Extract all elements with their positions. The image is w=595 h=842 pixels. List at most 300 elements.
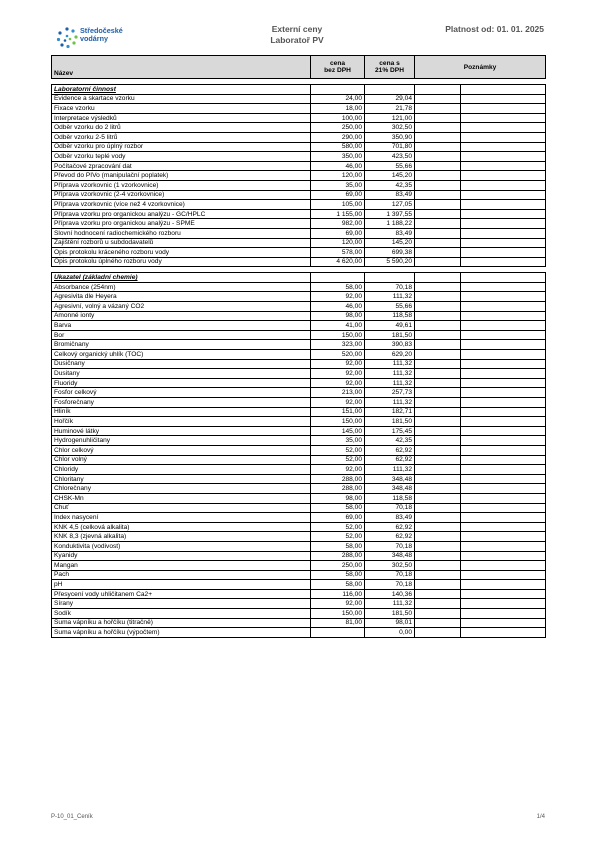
table-row [52,238,546,248]
item-price-vat: 49,61 [365,321,415,331]
item-notes [415,123,461,133]
item-price-vat: 70,18 [365,282,415,292]
item-price: 92,00 [311,359,365,369]
item-extra [461,152,546,162]
item-notes [415,171,461,181]
item-price-vat: 70,18 [365,570,415,580]
table-row [52,445,546,455]
item-name: Zajištění rozborů u subdodavatelů [52,238,311,248]
table-row [52,340,546,350]
item-notes [415,532,461,542]
item-price-vat: 181,50 [365,609,415,619]
item-price-vat: 121,00 [365,113,415,123]
item-notes [415,493,461,503]
item-price-vat: 145,20 [365,238,415,248]
item-price: 92,00 [311,398,365,408]
item-price-vat: 348,48 [365,474,415,484]
item-extra [461,282,546,292]
item-notes [415,248,461,258]
item-price-vat: 348,48 [365,551,415,561]
table-row [52,513,546,523]
item-notes [415,589,461,599]
table-row [52,551,546,561]
item-price: 250,00 [311,561,365,571]
item-price: 92,00 [311,369,365,379]
footer-page-number: 1/4 [536,814,545,820]
item-price: 35,00 [311,180,365,190]
page-title [232,24,362,46]
item-price: 69,00 [311,190,365,200]
validity-date: Platnost od: 01. 01. 2025 [445,24,544,34]
item-notes [415,238,461,248]
section-empty-cell [415,273,461,283]
table-row [52,292,546,302]
table-row [52,580,546,590]
item-price-vat: 111,32 [365,378,415,388]
item-extra [461,180,546,190]
item-price-vat: 348,48 [365,484,415,494]
item-price: 288,00 [311,484,365,494]
item-notes [415,484,461,494]
item-notes [415,340,461,350]
item-name: Bor [52,330,311,340]
item-notes [415,302,461,312]
item-name: Počítačové zpracování dat [52,161,311,171]
item-price-vat: 111,32 [365,398,415,408]
item-extra [461,388,546,398]
table-row [52,618,546,628]
item-price: 92,00 [311,465,365,475]
item-name: Sírany [52,599,311,609]
item-extra [461,513,546,523]
item-price: 290,00 [311,132,365,142]
item-price: 982,00 [311,219,365,229]
table-row [52,190,546,200]
item-price: 58,00 [311,541,365,551]
section-empty-cell [415,85,461,95]
item-name: Chlor celkový [52,445,311,455]
item-name: Konduktivita (vodivost) [52,541,311,551]
table-row [52,104,546,114]
logo-dots-icon [55,26,79,50]
table-header-row [52,56,546,79]
item-price-vat: 111,32 [365,599,415,609]
item-price: 92,00 [311,599,365,609]
item-notes [415,132,461,142]
item-price: 46,00 [311,302,365,312]
item-name: Odběr vzorku pro úplný rozbor [52,142,311,152]
section-lab-activity [52,79,546,267]
footer-document-code: P-10_01_Ceník [51,814,93,820]
item-notes [415,551,461,561]
item-extra [461,209,546,219]
item-price-vat: 98,01 [365,618,415,628]
item-price-vat: 111,32 [365,359,415,369]
item-extra [461,484,546,494]
item-price-vat: 42,35 [365,180,415,190]
item-price: 120,00 [311,238,365,248]
table-row [52,180,546,190]
item-price: 580,00 [311,142,365,152]
table-row [52,209,546,219]
item-extra [461,503,546,513]
item-price-vat: 302,50 [365,561,415,571]
table-row [52,378,546,388]
item-price: 46,00 [311,161,365,171]
item-name: Huminové látky [52,426,311,436]
item-extra [461,219,546,229]
table-row [52,561,546,571]
item-price-vat: 29,04 [365,94,415,104]
item-extra [461,570,546,580]
table-row [52,388,546,398]
price-table [51,55,546,638]
item-extra [461,248,546,258]
item-extra [461,426,546,436]
item-name: Dusitany [52,369,311,379]
item-price-vat: 140,36 [365,589,415,599]
item-name: Chuť [52,503,311,513]
item-notes [415,580,461,590]
item-notes [415,445,461,455]
item-extra [461,113,546,123]
item-price-vat: 350,90 [365,132,415,142]
item-price-vat: 145,20 [365,171,415,181]
table-row [52,94,546,104]
item-price-vat: 390,83 [365,340,415,350]
col-header-notes: Poznámky [415,56,546,79]
item-extra [461,407,546,417]
item-price-vat: 111,32 [365,292,415,302]
item-extra [461,532,546,542]
item-notes [415,522,461,532]
item-name: Odběr vzorku do 2 litrů [52,123,311,133]
item-extra [461,474,546,484]
item-extra [461,200,546,210]
table-row [52,465,546,475]
item-name: Barva [52,321,311,331]
logo-line-1: Středočeské [80,26,123,35]
item-name: pH [52,580,311,590]
table-row [52,282,546,292]
item-notes [415,599,461,609]
item-notes [415,161,461,171]
item-notes [415,407,461,417]
section-empty-cell [365,273,415,283]
item-notes [415,228,461,238]
table-row [52,228,546,238]
item-notes [415,541,461,551]
item-notes [415,378,461,388]
item-name: Kyanidy [52,551,311,561]
item-notes [415,474,461,484]
item-price-vat: 111,32 [365,369,415,379]
item-price: 98,00 [311,311,365,321]
item-price: 150,00 [311,609,365,619]
item-extra [461,228,546,238]
item-extra [461,292,546,302]
item-extra [461,561,546,571]
item-price: 52,00 [311,455,365,465]
item-notes [415,209,461,219]
item-name: Evidence a skartace vzorku [52,94,311,104]
item-name: Příprava vzorku pro organickou analýzu - SPME [52,219,311,229]
item-notes [415,94,461,104]
item-name: KNK 4,5 (celková alkalita) [52,522,311,532]
item-extra [461,238,546,248]
col-header-price-line-1: cena [329,60,346,67]
section-empty-cell [365,85,415,95]
item-price: 69,00 [311,228,365,238]
item-price-vat: 70,18 [365,541,415,551]
item-extra [461,445,546,455]
item-price-vat: 5 590,20 [365,257,415,267]
item-notes [415,190,461,200]
table-row [52,426,546,436]
table-row [52,503,546,513]
item-price: 18,00 [311,104,365,114]
table-row [52,257,546,267]
item-extra [461,551,546,561]
item-notes [415,561,461,571]
item-extra [461,161,546,171]
item-name: Chlor volný [52,455,311,465]
item-price: 288,00 [311,474,365,484]
item-name: Dusičnany [52,359,311,369]
item-price-vat: 62,92 [365,522,415,532]
item-extra [461,302,546,312]
item-extra [461,398,546,408]
item-price: 98,00 [311,493,365,503]
table-row [52,570,546,580]
item-price: 1 155,00 [311,209,365,219]
item-price-vat: 55,66 [365,161,415,171]
item-notes [415,503,461,513]
item-extra [461,350,546,360]
item-name: Chlorečnany [52,484,311,494]
item-name: Chloridy [52,465,311,475]
section-header-row [52,85,546,95]
item-name: Bromičnany [52,340,311,350]
table-row [52,123,546,133]
item-name: Suma vápníku a hořčíku (výpočtem) [52,628,311,638]
table-row [52,599,546,609]
item-extra [461,417,546,427]
table-row [52,589,546,599]
section-basic-chemistry [52,267,546,638]
item-notes [415,104,461,114]
item-extra [461,628,546,638]
item-price: 116,00 [311,589,365,599]
item-price: 52,00 [311,445,365,455]
col-header-name: Název [52,56,311,79]
item-price: 58,00 [311,503,365,513]
item-extra [461,522,546,532]
item-price: 52,00 [311,522,365,532]
table-row [52,350,546,360]
item-price: 288,00 [311,551,365,561]
item-price-vat: 111,32 [365,465,415,475]
item-price-vat: 1 397,55 [365,209,415,219]
item-notes [415,282,461,292]
item-name: Hliník [52,407,311,417]
table-row [52,541,546,551]
item-name: Převod do PIVo (manipulační poplatek) [52,171,311,181]
table-row [52,628,546,638]
table-row [52,161,546,171]
item-extra [461,378,546,388]
item-price-vat: 62,92 [365,532,415,542]
item-name: Pach [52,570,311,580]
item-name: Fluoridy [52,378,311,388]
item-price-vat: 423,50 [365,152,415,162]
item-notes [415,369,461,379]
item-notes [415,609,461,619]
item-price [311,628,365,638]
item-price: 58,00 [311,580,365,590]
table-row [52,474,546,484]
item-price: 24,00 [311,94,365,104]
item-name: Agresivní, volný a vázaný CO2 [52,302,311,312]
item-notes [415,219,461,229]
item-notes [415,321,461,331]
item-name: Agresivita dle Heyera [52,292,311,302]
item-price-vat: 62,92 [365,455,415,465]
col-header-vat [365,56,415,79]
col-header-vat-line-1: cena s [379,60,400,67]
item-price: 81,00 [311,618,365,628]
table-row [52,311,546,321]
section-title: Ukazatel (základní chemie) [52,273,311,283]
item-extra [461,321,546,331]
item-price-vat: 182,71 [365,407,415,417]
table-row [52,436,546,446]
item-price: 120,00 [311,171,365,181]
item-price: 350,00 [311,152,365,162]
table-row [52,321,546,331]
item-price-vat: 1 188,22 [365,219,415,229]
section-empty-cell [311,273,365,283]
item-notes [415,113,461,123]
item-extra [461,190,546,200]
item-notes [415,350,461,360]
item-name: Fosfor celkový [52,388,311,398]
item-price: 145,00 [311,426,365,436]
item-extra [461,455,546,465]
item-name: Sodík [52,609,311,619]
item-notes [415,200,461,210]
logo-wordmark [80,27,123,43]
table-row [52,248,546,258]
item-notes [415,513,461,523]
item-name: Slovní hodnocení radiochemického rozboru [52,228,311,238]
item-price: 150,00 [311,330,365,340]
table-row [52,330,546,340]
item-price: 520,00 [311,350,365,360]
logo-line-2: vodárny [80,34,108,43]
item-price: 578,00 [311,248,365,258]
item-extra [461,369,546,379]
item-name: Odběr vzorku teplé vody [52,152,311,162]
item-price: 41,00 [311,321,365,331]
item-name: Index nasycení [52,513,311,523]
item-name: Interpretace výsledků [52,113,311,123]
section-empty-cell [311,85,365,95]
item-price: 58,00 [311,282,365,292]
item-price: 92,00 [311,378,365,388]
item-notes [415,426,461,436]
item-price-vat: 62,92 [365,445,415,455]
item-name: Příprava vzorkovnic (1 vzorkovnice) [52,180,311,190]
item-price-vat: 21,78 [365,104,415,114]
item-price-vat: 83,49 [365,228,415,238]
item-name: Opis protokolu kráceného rozboru vody [52,248,311,258]
item-price-vat: 127,05 [365,200,415,210]
item-name: Hydrogenuhličitany [52,436,311,446]
item-notes [415,628,461,638]
section-empty-cell [461,273,546,283]
item-name: Absorbance (254nm) [52,282,311,292]
title-line-2: Laboratoř PV [270,35,324,45]
table-row [52,493,546,503]
item-notes [415,359,461,369]
item-extra [461,257,546,267]
table-row [52,455,546,465]
item-name: Hořčík [52,417,311,427]
item-price: 52,00 [311,532,365,542]
item-price-vat: 629,20 [365,350,415,360]
item-notes [415,465,461,475]
item-notes [415,417,461,427]
company-logo [55,26,155,52]
item-extra [461,599,546,609]
item-price-vat: 175,45 [365,426,415,436]
item-extra [461,340,546,350]
item-name: KNK 8,3 (zjevná alkalita) [52,532,311,542]
table-row [52,152,546,162]
item-name: Odběr vzorku 2-5 litrů [52,132,311,142]
item-price-vat: 181,50 [365,330,415,340]
item-name: Chloritany [52,474,311,484]
section-title: Laboratorní činnost [52,85,311,95]
item-extra [461,465,546,475]
item-price: 35,00 [311,436,365,446]
table-row [52,522,546,532]
item-name: Suma vápníku a hořčíku (titračně) [52,618,311,628]
table-row [52,484,546,494]
table-row [52,132,546,142]
col-header-price-line-2: bez DPH [324,67,351,74]
item-price-vat: 0,00 [365,628,415,638]
col-header-vat-line-2: 21% DPH [375,67,404,74]
item-price: 213,00 [311,388,365,398]
item-extra [461,132,546,142]
item-extra [461,142,546,152]
item-name: Opis protokolu úplného rozboru vody [52,257,311,267]
item-notes [415,398,461,408]
item-name: Mangan [52,561,311,571]
item-price-vat: 70,18 [365,580,415,590]
item-notes [415,152,461,162]
item-notes [415,388,461,398]
item-extra [461,493,546,503]
item-name: Přesycení vody uhličitanem Ca2+ [52,589,311,599]
item-price-vat: 118,58 [365,311,415,321]
table-row [52,532,546,542]
item-extra [461,94,546,104]
item-price-vat: 55,66 [365,302,415,312]
table-row [52,171,546,181]
